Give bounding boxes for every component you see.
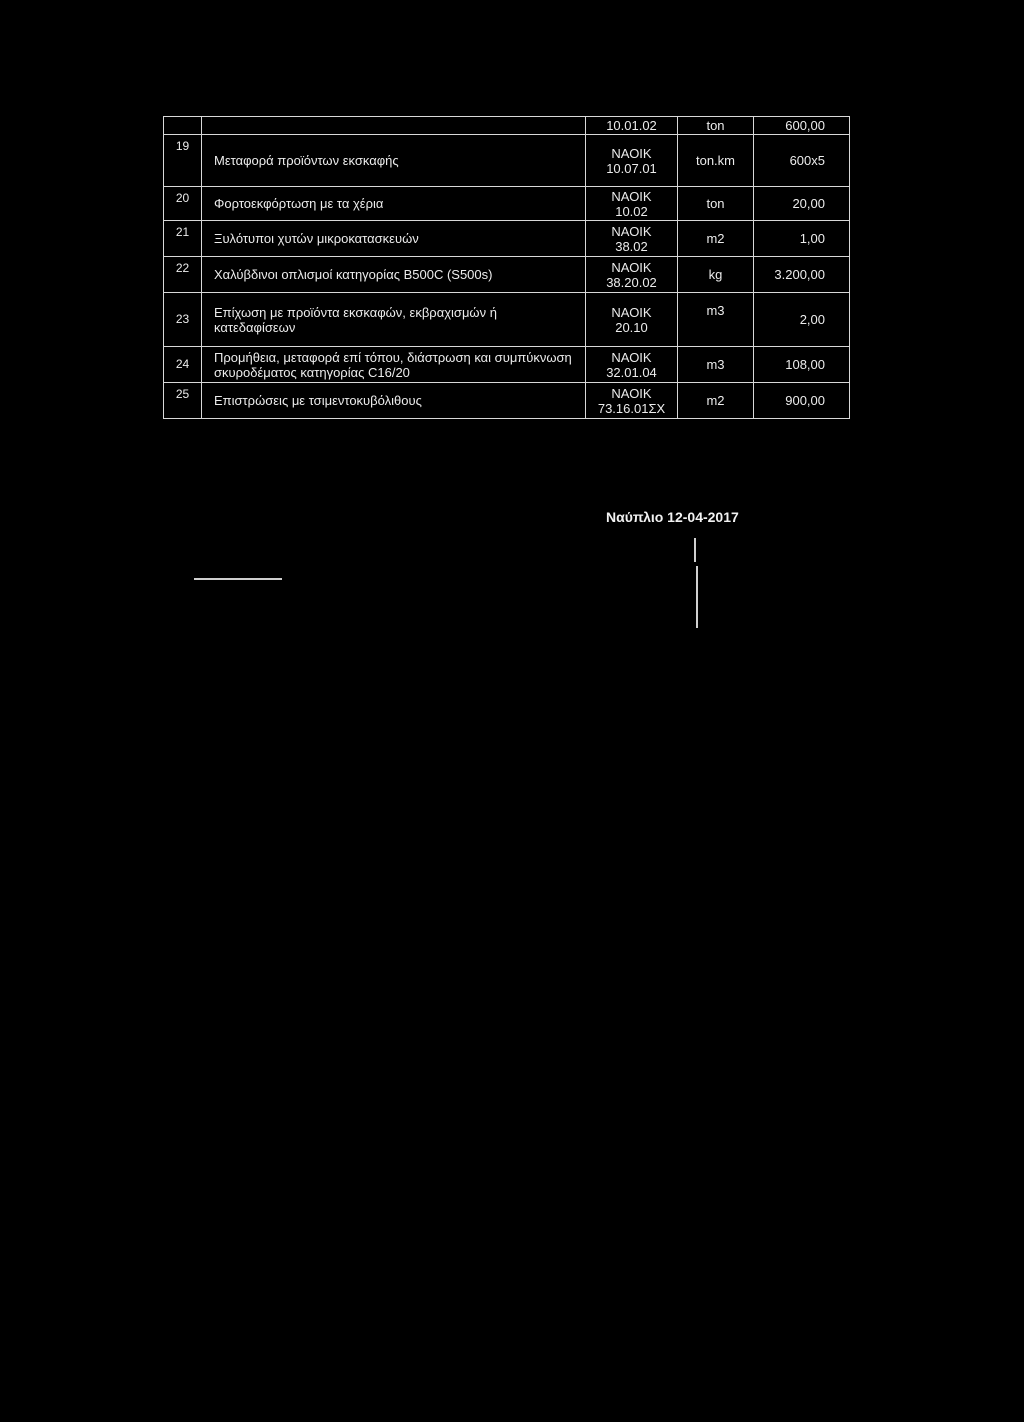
row-code-prefix: ΝΑΟΙΚ — [611, 223, 652, 239]
row-code-prefix: ΝΑΟΙΚ — [611, 349, 652, 365]
place-date-label: Ναύπλιο 12-04-2017 — [606, 509, 739, 525]
table-row — [164, 135, 850, 187]
row-description: Φορτοεκφόρτωση με τα χέρια — [202, 187, 586, 221]
header-qty-cell: 600,00 — [754, 117, 850, 135]
row-code — [586, 383, 678, 419]
items-table-container — [163, 116, 849, 419]
table-row — [164, 383, 850, 419]
row-unit: ton.km — [678, 135, 754, 187]
row-code-prefix: ΝΑΟΙΚ — [611, 304, 652, 320]
header-code-cell: 10.01.02 — [586, 117, 678, 135]
table-row — [164, 221, 850, 257]
row-code-number: 38.02 — [615, 238, 648, 254]
row-number: 20 — [164, 187, 202, 221]
row-quantity: 108,00 — [754, 347, 850, 383]
row-code-number: 10.07.01 — [606, 160, 657, 176]
signature-stroke — [696, 566, 698, 628]
table-header-row — [164, 117, 850, 135]
row-number: 25 — [164, 383, 202, 419]
row-code-prefix: ΝΑΟΙΚ — [611, 385, 652, 401]
signature-line — [194, 578, 282, 580]
row-description: Προμήθεια, μεταφορά επί τόπου, διάστρωση και συμπύκνωση σκυροδέματος κατηγορίας C16/20 — [202, 347, 586, 383]
row-code — [586, 347, 678, 383]
row-number: 24 — [164, 347, 202, 383]
row-quantity: 2,00 — [754, 293, 850, 347]
row-description: Χαλύβδινοι οπλισμοί κατηγορίας B500C (S500s) — [202, 257, 586, 293]
row-code-number: 20.10 — [615, 319, 648, 335]
row-quantity: 3.200,00 — [754, 257, 850, 293]
row-number: 21 — [164, 221, 202, 257]
row-code — [586, 187, 678, 221]
row-description: Επιστρώσεις με τσιμεντοκυβόλιθους — [202, 383, 586, 419]
row-unit: m3 — [678, 347, 754, 383]
row-description: Επίχωση με προϊόντα εκσκαφών, εκβραχισμών ή κατεδαφίσεων — [202, 293, 586, 347]
table-row — [164, 293, 850, 347]
row-code-number: 38.20.02 — [606, 274, 657, 290]
header-num-cell — [164, 117, 202, 135]
row-unit: m3 — [678, 293, 754, 347]
row-quantity: 600x5 — [754, 135, 850, 187]
table-row — [164, 347, 850, 383]
row-quantity: 20,00 — [754, 187, 850, 221]
row-code-prefix: ΝΑΟΙΚ — [611, 188, 652, 204]
row-unit: m2 — [678, 221, 754, 257]
row-unit: kg — [678, 257, 754, 293]
row-code — [586, 257, 678, 293]
header-unit-cell: ton — [678, 117, 754, 135]
signature-stroke — [694, 538, 696, 562]
table-row — [164, 187, 850, 221]
row-code-prefix: ΝΑΟΙΚ — [611, 145, 652, 161]
row-number: 19 — [164, 135, 202, 187]
row-quantity: 900,00 — [754, 383, 850, 419]
row-code — [586, 293, 678, 347]
row-code-number: 32.01.04 — [606, 364, 657, 380]
row-unit: m2 — [678, 383, 754, 419]
row-code — [586, 221, 678, 257]
table-row — [164, 257, 850, 293]
row-number: 22 — [164, 257, 202, 293]
row-unit: ton — [678, 187, 754, 221]
row-code-number: 10.02 — [615, 203, 648, 219]
row-code-number: 73.16.01ΣΧ — [597, 400, 666, 416]
items-table — [163, 116, 850, 419]
header-desc-cell — [202, 117, 586, 135]
row-code — [586, 135, 678, 187]
row-code-prefix: ΝΑΟΙΚ — [611, 259, 652, 275]
row-description: Ξυλότυποι χυτών μικροκατασκευών — [202, 221, 586, 257]
row-description: Μεταφορά προϊόντων εκσκαφής — [202, 135, 586, 187]
row-quantity: 1,00 — [754, 221, 850, 257]
row-number: 23 — [164, 293, 202, 347]
